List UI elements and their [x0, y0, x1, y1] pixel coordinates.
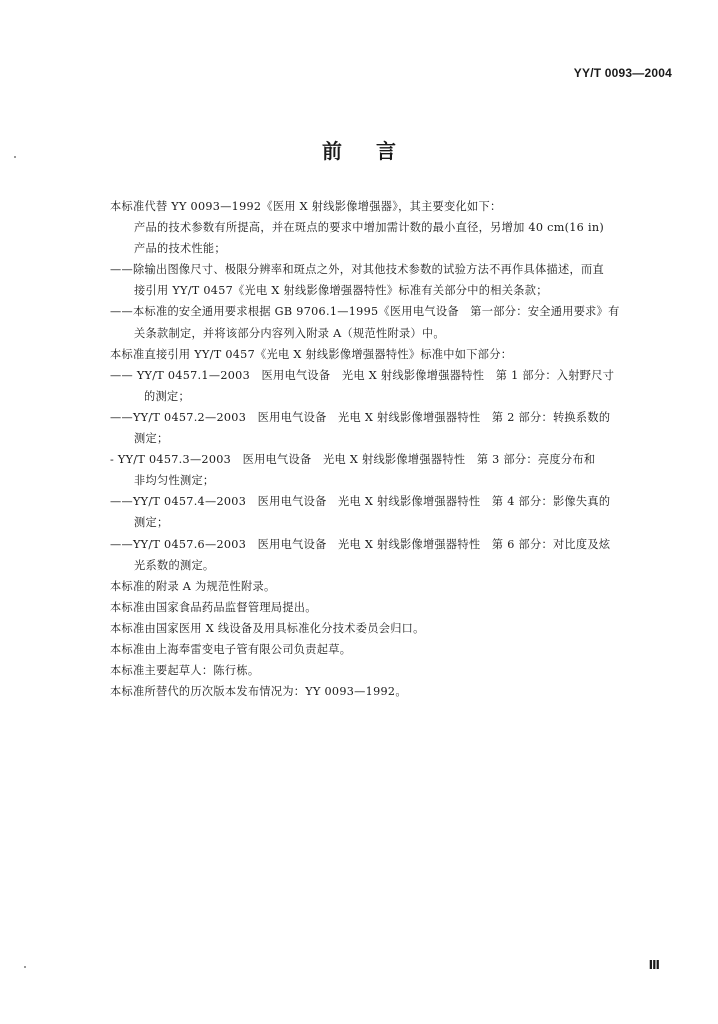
paragraph-line: 产品的技术性能； — [134, 242, 226, 256]
list-item: - YY/T 0457.3—2003 医用电气设备 光电 X 射线影像增强器特性 第 3 部分：亮度分布和 — [110, 453, 596, 467]
paragraph-line: 本标准由国家医用 X 线设备及用具标准化分技术委员会归口。 — [110, 621, 425, 635]
paragraph-line: 本标准主要起草人：陈行栋。 — [110, 664, 260, 678]
paragraph-line: 关条款制定，并将该部分内容列入附录 A（规范性附录）中。 — [134, 326, 445, 340]
list-item: ——YY/T 0457.6—2003 医用电气设备 光电 X 射线影像增强器特性 第 6 部分：对比度及炫 — [110, 537, 611, 551]
list-item: ——YY/T 0457.2—2003 医用电气设备 光电 X 射线影像增强器特性 第 2 部分：转换系数的 — [110, 410, 611, 424]
scan-speck — [24, 966, 26, 968]
list-item-continuation: 测定； — [134, 432, 169, 446]
paragraph-line: 本标准所替代的历次版本发布情况为：YY 0093—1992。 — [110, 685, 407, 699]
list-item-continuation: 测定； — [134, 516, 169, 530]
list-item: ——YY/T 0457.4—2003 医用电气设备 光电 X 射线影像增强器特性 第 4 部分：影像失真的 — [110, 495, 611, 509]
scan-speck — [14, 156, 16, 158]
list-item: —— YY/T 0457.1—2003 医用电气设备 光电 X 射线影像增强器特性 第 1 部分：入射野尺寸 — [110, 368, 615, 382]
list-item-continuation: 非均匀性测定； — [134, 474, 215, 488]
title-char-1: 前 — [322, 139, 342, 163]
paragraph-line: ——本标准的安全通用要求根据 GB 9706.1—1995《医用电气设备 第一部分：安全通用要求》有 — [110, 305, 620, 319]
foreword-body — [110, 196, 676, 702]
document-code-header: YY/T 0093—2004 — [573, 66, 672, 80]
paragraph-line: 本标准直接引用 YY/T 0457《光电 X 射线影像增强器特性》标准中如下部分： — [110, 347, 513, 361]
list-item-continuation: 光系数的测定。 — [134, 558, 215, 572]
title-char-2: 言 — [376, 139, 396, 163]
paragraph-line: 本标准的附录 A 为规范性附录。 — [110, 579, 276, 593]
paragraph-line: ——除输出图像尺寸、极限分辨率和斑点之外，对其他技术参数的试验方法不再作具体描述，而直 — [110, 263, 604, 277]
paragraph-line: 产品的技术参数有所提高，并在斑点的要求中增加需计数的最小直径，另增加 40 cm(16 in) — [134, 221, 605, 235]
paragraph-line: 接引用 YY/T 0457《光电 X 射线影像增强器特性》标准有关部分中的相关条款； — [134, 284, 548, 298]
page-title — [0, 135, 718, 164]
paragraph-line: 本标准由国家食品药品监督管理局提出。 — [110, 600, 317, 614]
paragraph-line: 本标准代替 YY 0093—1992《医用 X 射线影像增强器》，其主要变化如下： — [110, 200, 502, 213]
list-item-continuation: 的测定； — [144, 389, 190, 403]
page-number: Ⅲ — [648, 958, 660, 972]
paragraph-line: 本标准由上海奉雷变电子管有限公司负责起草。 — [110, 642, 352, 656]
